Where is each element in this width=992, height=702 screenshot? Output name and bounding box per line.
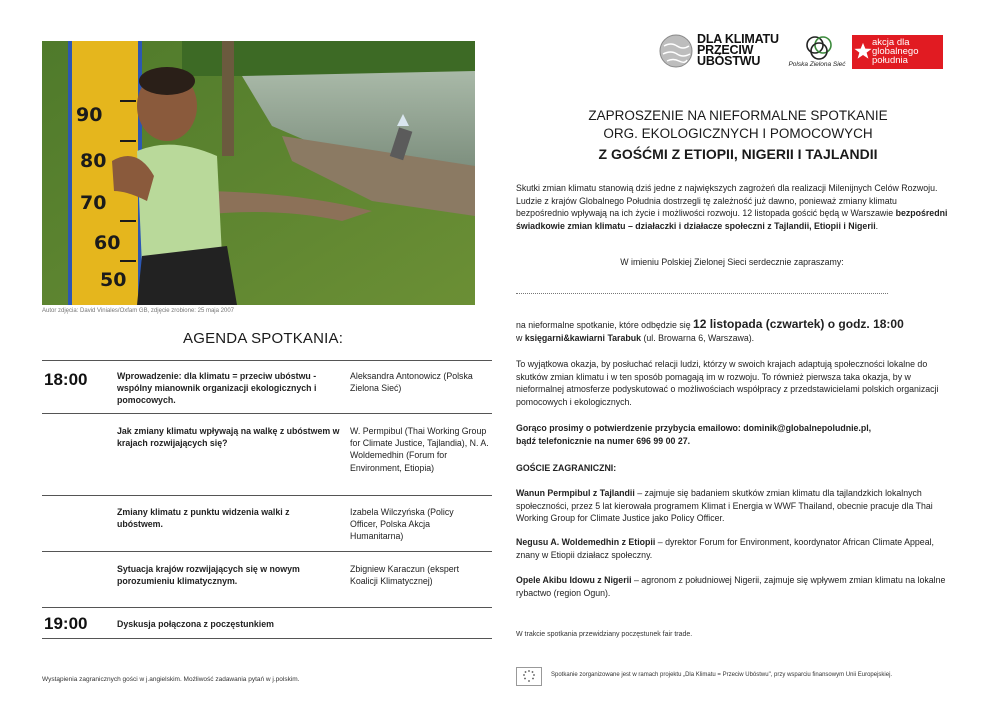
eu-funding-note: Spotkanie zorganizowane jest w ramach projektu „Dla Klimatu = Przeciw Ubóstwu", przy wsparciu finansowym Unii Europejskiej. xyxy=(551,672,893,678)
eu-flag-icon xyxy=(516,667,542,686)
agenda-topic: Jak zmiany klimatu wpływają na walkę z ubóstwem w krajach rozwijających się? xyxy=(117,426,340,449)
rsvp-paragraph: Gorąco prosimy o potwierdzenie przybycia emailowo: dominik@globalnepoludnie.pl, bądź telefonicznie na numer 696 99 00 27. xyxy=(516,423,872,446)
agp-logo xyxy=(852,35,943,69)
meeting-place: księgarni&kawiarni Tarabuk xyxy=(524,332,642,343)
guest-bio: Negusu A. Woldemedhin z Etiopii – dyrektor Forum for Environment, koordynator African Climate Appeal, znany w Etiopii działacz społeczny. xyxy=(516,537,934,560)
agenda-speaker: Zbigniew Karaczun (ekspert Koalicji Klimatycznej) xyxy=(350,564,460,587)
agenda-speaker: Izabela Wilczyńska (Policy Officer, Polska Akcja Humanitarna) xyxy=(350,507,454,542)
gauge-number: 80 xyxy=(80,150,107,172)
guest-bio: Wanun Permpibul z Tajlandii – zajmuje się badaniem skutków zmian klimatu dla tajlandzkich lokalnych społeczności, przez 5 lat kierowała programem Klimat i Energia w WWF Thailand, obecnie pracuje dla Thai Working Group for Climate Justice jako Policy Officer. xyxy=(516,488,933,523)
dotted-divider xyxy=(516,292,888,294)
agenda-speaker: Aleksandra Antonowicz (Polska Zielona Sieć) xyxy=(350,371,473,394)
agp-line: globalnego xyxy=(872,46,919,57)
gauge-number: 70 xyxy=(80,192,107,214)
guests-heading: GOŚCIE ZAGRANICZNI: xyxy=(516,463,617,473)
agenda-topic: Sytuacja krajów rozwijających się w nowym porozumieniu klimatycznym. xyxy=(117,564,300,587)
language-note: Wystąpienia zagranicznych gości w j.angielskim. Możliwość zadawania pytań w j.polskim. xyxy=(42,676,300,683)
agenda-divider xyxy=(42,360,492,361)
occasion-paragraph: To wyjątkowa okazja, by posłuchać relacji ludzi, którzy w swoich krajach adaptują społeczności lokalne do skutków zmian klimatu i w ten sposób pomagają im w rozwoju. To również pierwsza taka okazja, by w nieformalnej atmosferze podyskutować o możliwościach współpracy z przedstawicielami polskich organizacji pomocowych i ekologicznych. xyxy=(516,359,939,407)
gauge-number: 90 xyxy=(76,104,103,126)
hero-photo xyxy=(42,41,475,305)
meeting-date: 12 listopada (czwartek) o godz. 18:00 xyxy=(693,317,904,331)
agenda-divider xyxy=(42,495,492,496)
agenda-topic: Zmiany klimatu z punktu widzenia walki z ubóstwem. xyxy=(117,507,290,530)
gauge-number: 50 xyxy=(100,269,127,291)
agp-line: południa xyxy=(872,55,908,66)
agenda-divider xyxy=(42,638,492,639)
agenda-end-time: 19:00 xyxy=(44,614,88,633)
invite-line: W imieniu Polskiej Zielonej Sieci serdecznie zapraszamy: xyxy=(620,257,844,267)
agenda-divider xyxy=(42,551,492,552)
globe-logo-icon xyxy=(659,34,693,68)
meeting-details: na nieformalne spotkanie, które odbędzie się 12 listopada (czwartek) o godz. 18:00 w księgarni&kawiarni Tarabuk (ul. Browarna 6, Warszawa). xyxy=(516,317,904,343)
agenda-divider xyxy=(42,413,492,414)
guest-bio: Opele Akibu Idowu z Nigerii – agronom z południowej Nigerii, zajmuje się wpływem zmian klimatu na lokalne rybactwo (region Ogun). xyxy=(516,575,946,598)
photo-credit: Autor zdjęcia: David Viniales/Oxfam GB, zdjęcie zrobione: 25 maja 2007 xyxy=(42,308,234,314)
gauge-number: 60 xyxy=(94,232,121,254)
pzs-logo-text: Polska Zielona Sieć xyxy=(788,61,846,68)
invitation-title-line-3: Z GOŚĆMI Z ETIOPII, NIGERII I TAJLANDII xyxy=(598,146,878,162)
intro-paragraph: Skutki zmian klimatu stanowią dziś jedne z największych zagrożeń dla realizacji Milenijnych Celów Rozwoju. Ludzie z krajów Globalnego Południa dostrzegli tę zależność już dawno, ponieważ zmiany klimatu bezpośrednio wpływają na ich życie i możliwości rozwoju. 12 listopada gościć będą w Warszawie bezpośredni świadkowie zmian klimatu – działaczki i działacze społeczni z Tajlandii, Etiopii i Nigerii. xyxy=(516,183,948,231)
agenda-start-time: 18:00 xyxy=(44,370,88,389)
invitation-title-line-1: ZAPROSZENIE NA NIEFORMALNE SPOTKANIE xyxy=(588,108,888,123)
agenda-closing: Dyskusja połączona z poczęstunkiem xyxy=(117,619,274,629)
agp-line: akcja dla xyxy=(872,37,910,48)
invitation-title-line-2: ORG. EKOLOGICZNYCH I POMOCOWYCH xyxy=(603,126,873,141)
fairtrade-note: W trakcie spotkania przewidziany poczęstunek fair trade. xyxy=(516,631,693,638)
agenda-title: AGENDA SPOTKANIA: xyxy=(183,330,344,347)
agenda-speaker: W. Permpibul (Thai Working Group for Climate Justice, Tajlandia), N. A. Woldemedhin (Forum for Environment, Etiopia) xyxy=(350,426,489,473)
agenda-topic: Wprowadzenie: dla klimatu = przeciw ubóstwu - wspólny mianownik organizacji ekologicznych i pomocowych. xyxy=(117,371,317,406)
star-icon xyxy=(854,42,872,60)
dla-klimatu-logo: DLA KLIMATU PRZECIW UBÓSTWU xyxy=(697,32,779,68)
agenda-divider xyxy=(42,607,492,608)
